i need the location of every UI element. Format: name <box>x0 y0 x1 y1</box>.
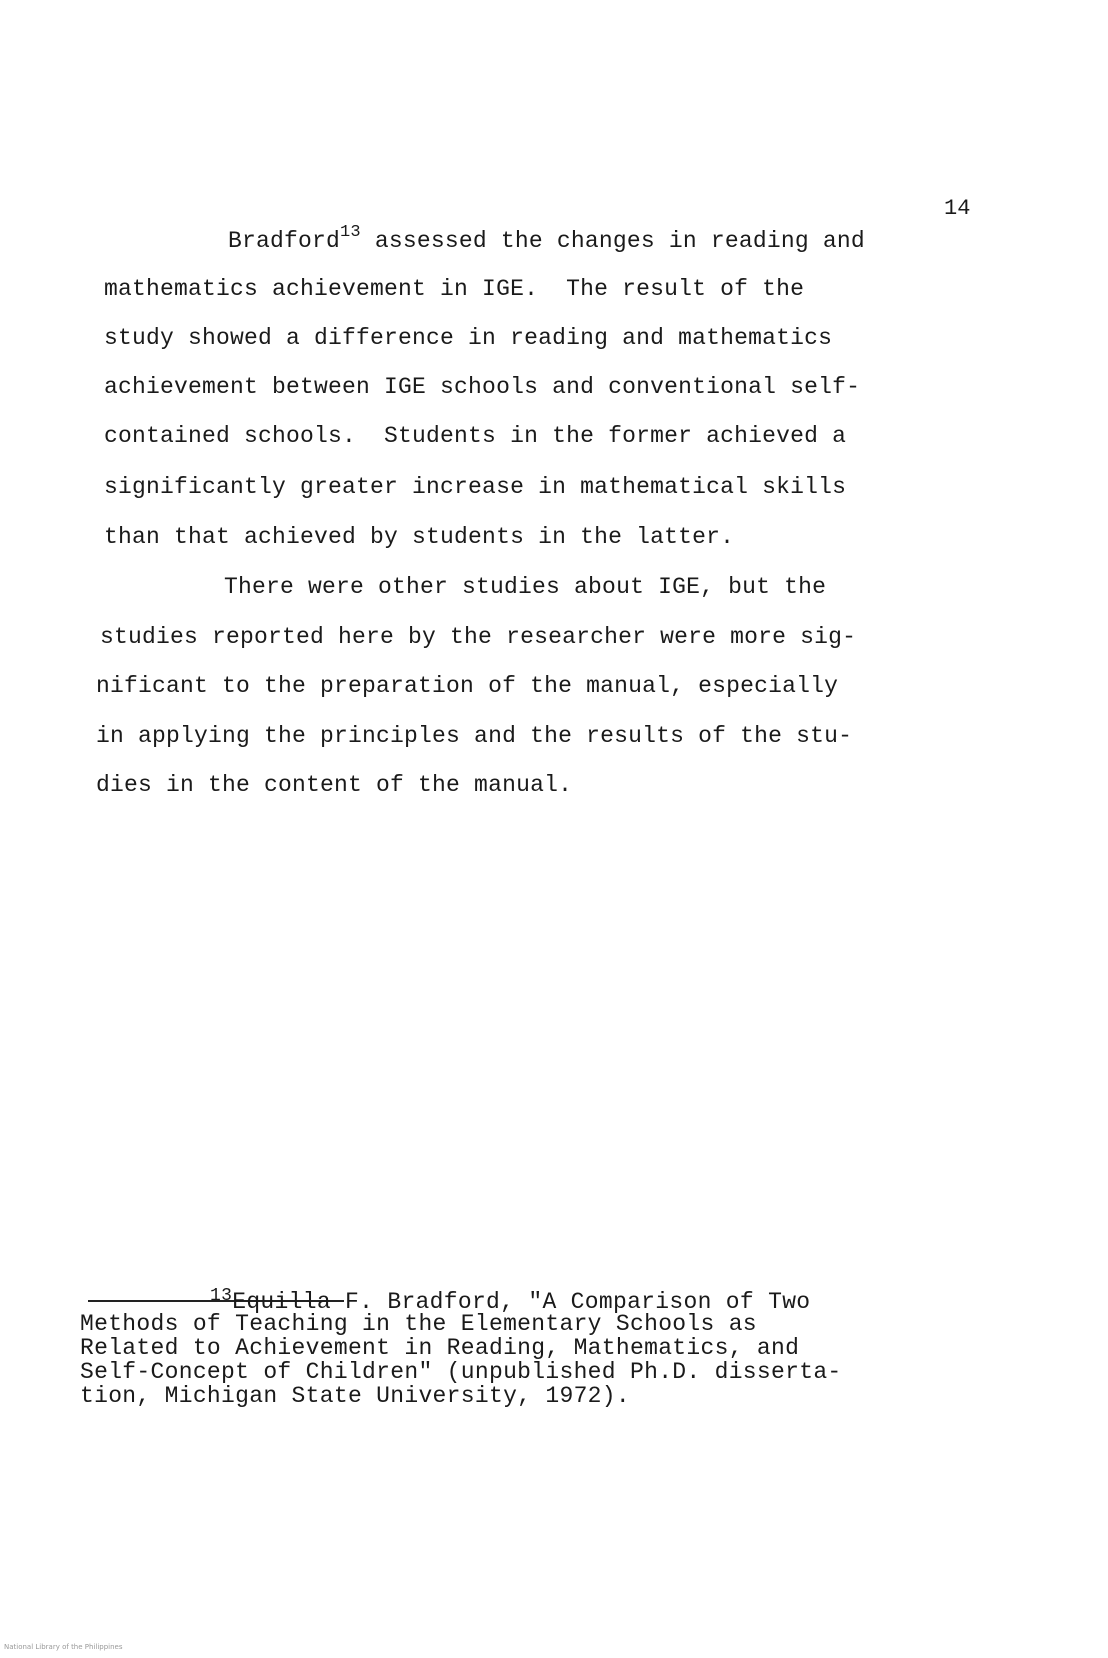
scan-footer-text: National Library of the Philippines <box>4 1643 123 1651</box>
paragraph-1-line-3: study showed a difference in reading and mathematics <box>104 325 833 351</box>
footnote-line-1-text: Equilla F. Bradford, "A Comparison of Two <box>232 1289 811 1315</box>
footnote-line-3: Related to Achievement in Reading, Mathematics, and <box>80 1335 800 1361</box>
footnote-line-4: Self-Concept of Children" (unpublished Ph.D. disserta- <box>80 1359 842 1385</box>
paragraph-2-line-5: dies in the content of the manual. <box>96 772 573 798</box>
paragraph-2-line-3: nificant to the preparation of the manual, especially <box>96 673 839 699</box>
footnote-line-5: tion, Michigan State University, 1972). <box>80 1383 630 1409</box>
paragraph-1-line-1-text: assessed the changes in reading and <box>360 228 865 254</box>
paragraph-1-line-7: than that achieved by students in the latter. <box>104 524 735 550</box>
paragraph-1-line-1 <box>228 223 865 254</box>
paragraph-2-line-2: studies reported here by the researcher were more sig- <box>100 624 857 650</box>
paragraph-2-line-4: in applying the principles and the results of the stu- <box>96 723 853 749</box>
footnote-line-2: Methods of Teaching in the Elementary Schools as <box>80 1311 757 1337</box>
author-name: Bradford <box>228 228 341 254</box>
paragraph-1-line-6: significantly greater increase in mathematical skills <box>104 474 847 500</box>
footnote-reference: 13 <box>340 223 361 242</box>
page-number: 14 <box>944 196 971 221</box>
paragraph-1-line-5: contained schools. Students in the former achieved a <box>104 423 847 449</box>
paragraph-2-line-1: There were other studies about IGE, but the <box>224 574 827 600</box>
footnote-marker: 13 <box>210 1286 233 1306</box>
paragraph-1-line-4: achievement between IGE schools and conventional self- <box>104 374 861 400</box>
paragraph-1-line-2: mathematics achievement in IGE. The result of the <box>104 276 805 302</box>
